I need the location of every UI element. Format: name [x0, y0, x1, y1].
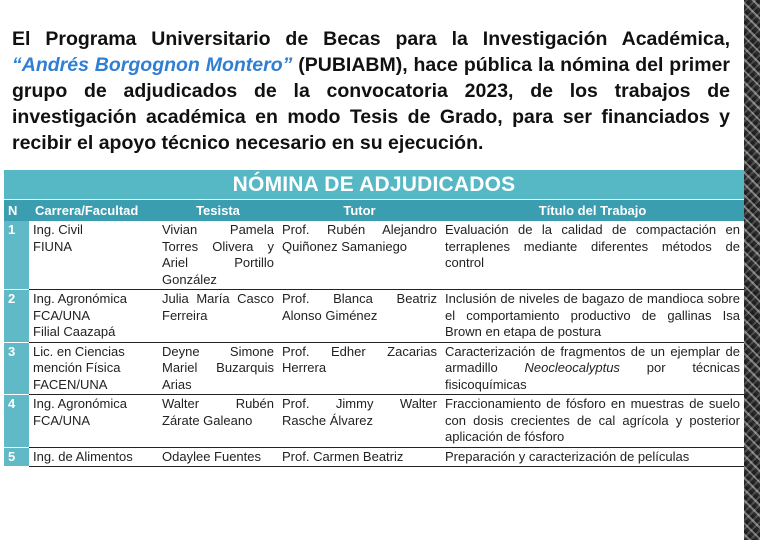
row-carrera — [29, 447, 158, 467]
carrera-line: FACEN/UNA — [33, 376, 108, 392]
table-header-row — [4, 200, 744, 222]
row-carrera — [29, 290, 158, 343]
row-titulo: Inclusión de niveles de bagazo de mandioca sobre el comportamiento productivo de gallinas Isa Brown en etapa de postura — [441, 290, 744, 343]
table-row — [4, 342, 744, 395]
row-tesista: Odaylee Fuentes — [158, 447, 278, 467]
carrera-line: Ing. Agronómica — [33, 291, 127, 306]
table-row — [4, 447, 744, 467]
row-carrera — [29, 342, 158, 395]
titulo-text: por técnicas fisicoquímicas — [445, 360, 741, 392]
header-titulo: Título del Trabajo — [441, 200, 744, 222]
header-n: N — [4, 200, 29, 222]
awardees-table-container — [4, 170, 744, 467]
species-name-italic: Neocleocalyptus — [524, 360, 620, 375]
row-tutor: Prof. Carmen Beatriz — [278, 447, 441, 467]
carrera-line: Ing. de Alimentos — [33, 448, 133, 464]
row-carrera — [29, 395, 158, 448]
row-number: 2 — [4, 290, 29, 343]
row-titulo: Fraccionamiento de fósforo en muestras de suelo con dosis crecientes de cal agrícola y posterior aplicación de fósforo — [441, 395, 744, 448]
carrera-line: FCA/UNA — [33, 307, 91, 323]
row-titulo: Preparación y caracterización de películas — [441, 447, 744, 467]
row-tutor: Prof. Blanca Beatriz Alonso Giménez — [278, 290, 441, 343]
table-title: NÓMINA DE ADJUDICADOS — [4, 170, 744, 200]
carrera-line: FCA/UNA — [33, 412, 91, 428]
carrera-line: Lic. en Ciencias — [33, 343, 125, 359]
carrera-line: Ing. Agronómica — [33, 396, 127, 411]
row-number: 1 — [4, 221, 29, 290]
table-row — [4, 290, 744, 343]
titulo-text: Caracterización de fragmentos de un ejemplar de armadillo — [445, 343, 740, 375]
row-number: 5 — [4, 447, 29, 467]
carrera-line: Filial Caazapá — [33, 324, 116, 339]
row-titulo: Evaluación de la calidad de compactación en terraplenes mediante diferentes métodos de control — [441, 221, 744, 290]
table-title-row — [4, 170, 744, 200]
decorative-border-strip — [744, 0, 760, 540]
awardees-table — [4, 170, 744, 467]
row-tutor: Prof. Edher Zacarias Herrera — [278, 342, 441, 395]
row-carrera — [29, 221, 158, 290]
row-tesista: Walter Rubén Zárate Galeano — [158, 395, 278, 448]
row-tesista: Vivian Pamela Torres Olivera y Ariel Portillo González — [158, 221, 278, 290]
row-number: 3 — [4, 342, 29, 395]
row-number: 4 — [4, 395, 29, 448]
table-row — [4, 221, 744, 290]
table-row — [4, 395, 744, 448]
announcement-paragraph — [12, 26, 730, 156]
scholarship-name-highlight: “Andrés Borgognon Montero” — [12, 53, 293, 76]
announcement-text-part2: (PUBIABM), hace pública la nómina del primer grupo de adjudicados de la convocatoria 2023, de los trabajos de investigación académica en modo Tesis de Grado, para ser financiados y recibir el apoyo técnico necesario en su ejecución. — [12, 53, 730, 154]
row-tesista: Deyne Simone Mariel Buzarquis Arias — [158, 342, 278, 395]
row-titulo — [441, 342, 744, 395]
announcement-text-part1: El Programa Universitario de Becas para la Investigación Académica, — [12, 27, 730, 50]
carrera-line: Ing. Civil — [33, 222, 83, 237]
row-tutor: Prof. Jimmy Walter Rasche Álvarez — [278, 395, 441, 448]
row-tutor: Prof. Rubén Alejandro Quiñonez Samaniego — [278, 221, 441, 290]
carrera-line: mención Física — [33, 360, 121, 375]
row-tesista: Julia María Casco Ferreira — [158, 290, 278, 343]
header-carrera: Carrera/Facultad — [29, 200, 158, 222]
carrera-line: FIUNA — [33, 238, 72, 254]
header-tutor: Tutor — [278, 200, 441, 222]
header-tesista: Tesista — [158, 200, 278, 222]
